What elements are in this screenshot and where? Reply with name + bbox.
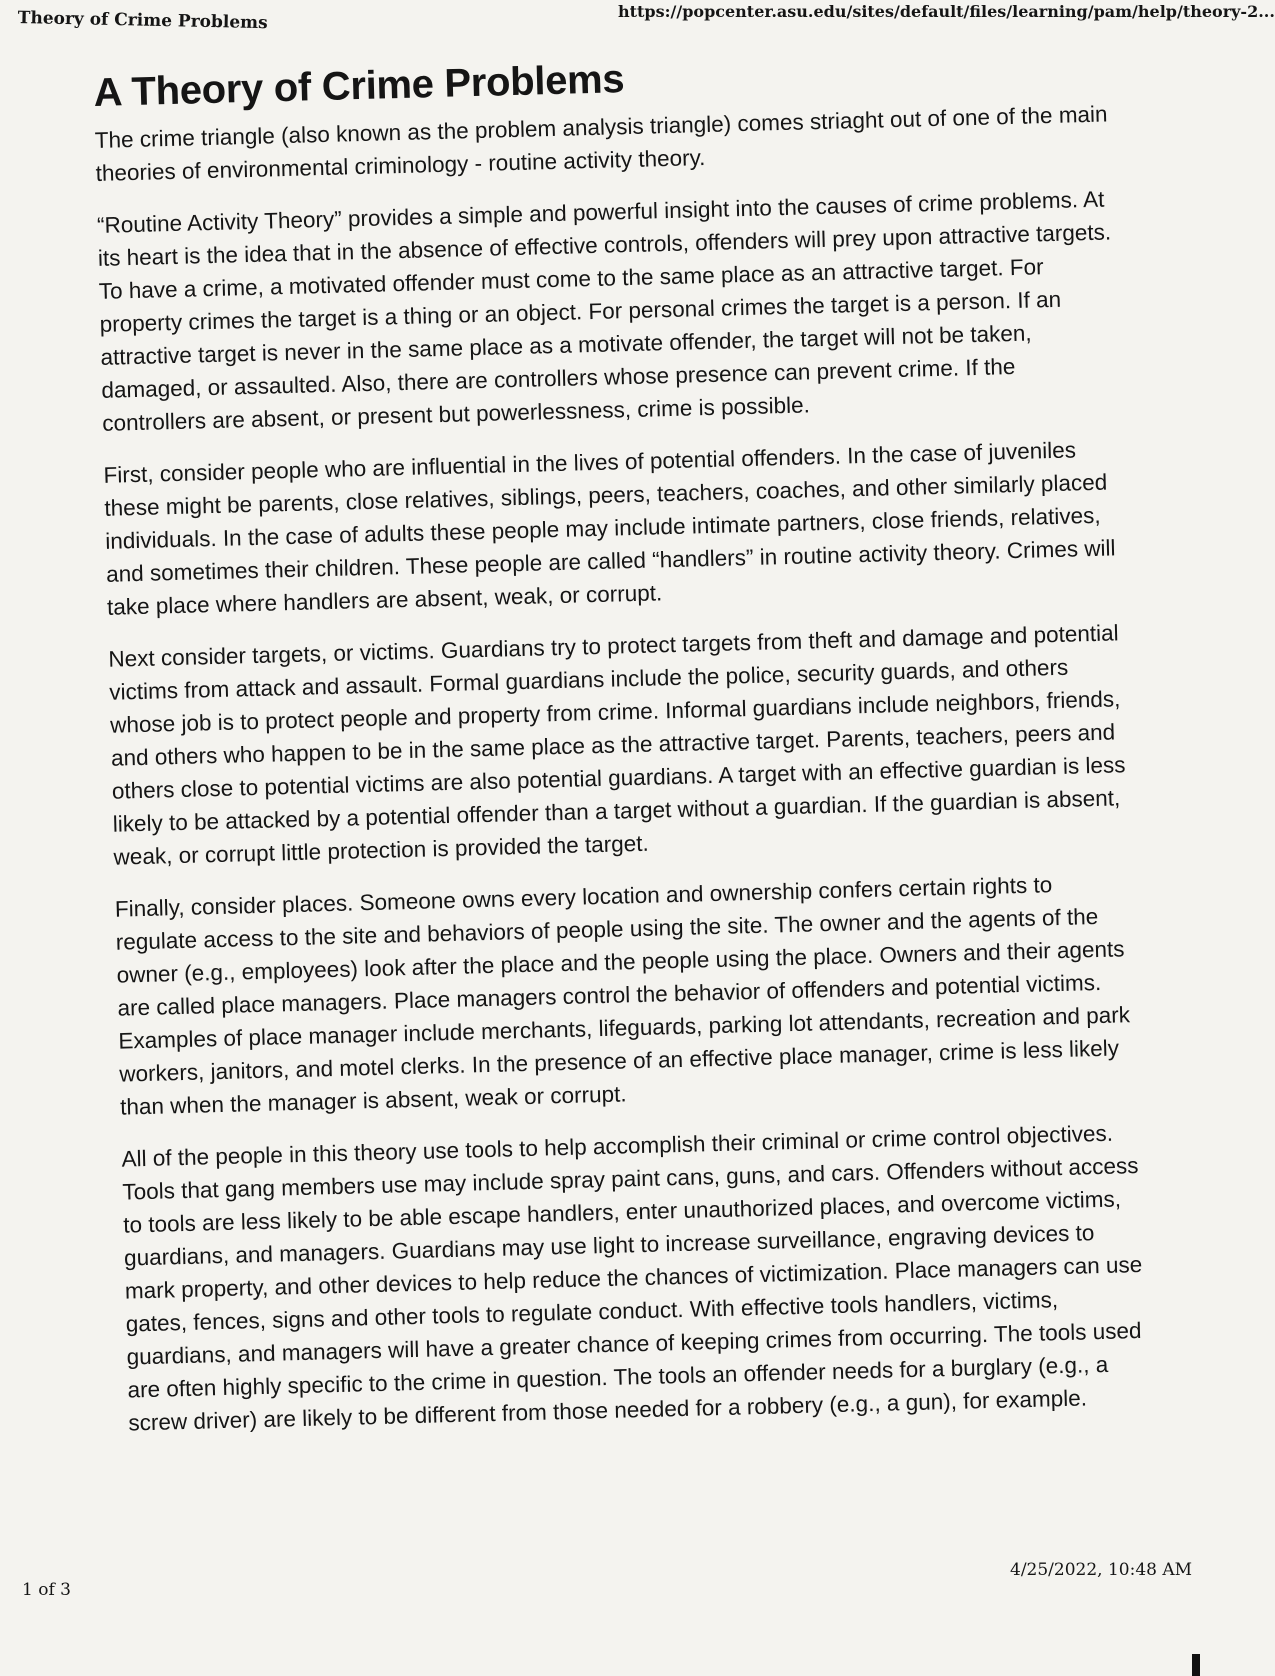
print-footer-page-number: 1 of 3	[22, 1580, 71, 1600]
paragraph-guardians: Next consider targets, or victims. Guardians try to protect targets from theft and damage and potential victims from attack and assault. Formal guardians include the police, security guards, and others whose job is to protect people and property from crime. Informal guardians include neighbors, friends, and others who happen to be in the same place as the attractive target. Parents, teachers, peers and others close to potential victims are also potential guardians. A target with an effective guardian is less likely to be attacked by a potential offender than a target without a guardian. If the guardian is absent, weak, or corrupt little protection is provided the target.	[108, 620, 1126, 870]
print-header-title: Theory of Crime Problems	[17, 8, 268, 34]
article	[93, 43, 1149, 1458]
paragraph-routine-activity-theory: “Routine Activity Theory” provides a simple and powerful insight into the causes of crime problems. At its heart is the idea that in the absence of effective controls, offenders will prey upon attractive targets. To have a crime, a motivated offender must come to the same place as an attractive target. For property crimes the target is a thing or an object. For personal crimes the target is a person. If an attractive target is never in the same place as a motivate offender, the target will not be taken, damaged, or assaulted. Also, there are controllers whose presence can prevent crime. If the controllers are absent, or present but powerlessness, crime is possible.	[96, 186, 1112, 436]
paragraph-place-managers: Finally, consider places. Someone owns every location and ownership confers certain rights to regulate access to the site and behaviors of people using the site. The owner and the agents of the owner (e.g., employees) look after the place and the people using the place. Owners and their agents are called place managers. Place managers control the behavior of offenders and potential victims. Examples of place manager include merchants, lifeguards, parking lot attendants, recreation and park workers, janitors, and motel clerks. In the presence of an effective place manager, crime is less likely than when the manager is absent, weak or corrupt.	[114, 872, 1131, 1120]
print-footer-timestamp: 4/25/2022, 10:48 AM	[1010, 1560, 1193, 1580]
paragraph-handlers: First, consider people who are influential in the lives of potential offenders. In the case of juveniles these might be parents, close relatives, siblings, peers, teachers, coaches, and other similarly placed individuals. In the case of adults these people may include intimate partners, close friends, relatives, and sometimes their children. These people are called “handlers” in routine activity theory. Crimes will take place where handlers are absent, weak, or corrupt.	[103, 437, 1116, 620]
paragraph-intro: The crime triangle (also known as the problem analysis triangle) comes striaght out of one of the main theories of environmental criminology - routine activity theory.	[94, 101, 1108, 186]
print-header-url: https://popcenter.asu.edu/sites/default/files/learning/pam/help/theory-2...	[618, 2, 1275, 21]
paragraph-tools: All of the people in this theory use tools to help accomplish their criminal or crime control objectives. Tools that gang members use may include spray paint cans, guns, and cars. Offenders without access to tools are less likely to be able escape handlers, enter unauthorized places, and overcome victims, guardians, and managers. Guardians may use light to increase surveillance, engraving devices to mark property, and other devices to help reduce the chances of victimization. Place managers can use gates, fences, signs and other tools to regulate conduct. With effective tools handlers, victims, guardians, and managers will have a greater chance of keeping crimes from occurring. The tools used are often highly specific to the crime in question. The tools an offender needs for a burglary (e.g., a screw driver) are likely to be different from those needed for a robbery (e.g., a gun), for example.	[121, 1120, 1143, 1436]
article-title: A Theory of Crime Problems	[93, 57, 625, 115]
scan-edge-mark	[1192, 1654, 1200, 1676]
